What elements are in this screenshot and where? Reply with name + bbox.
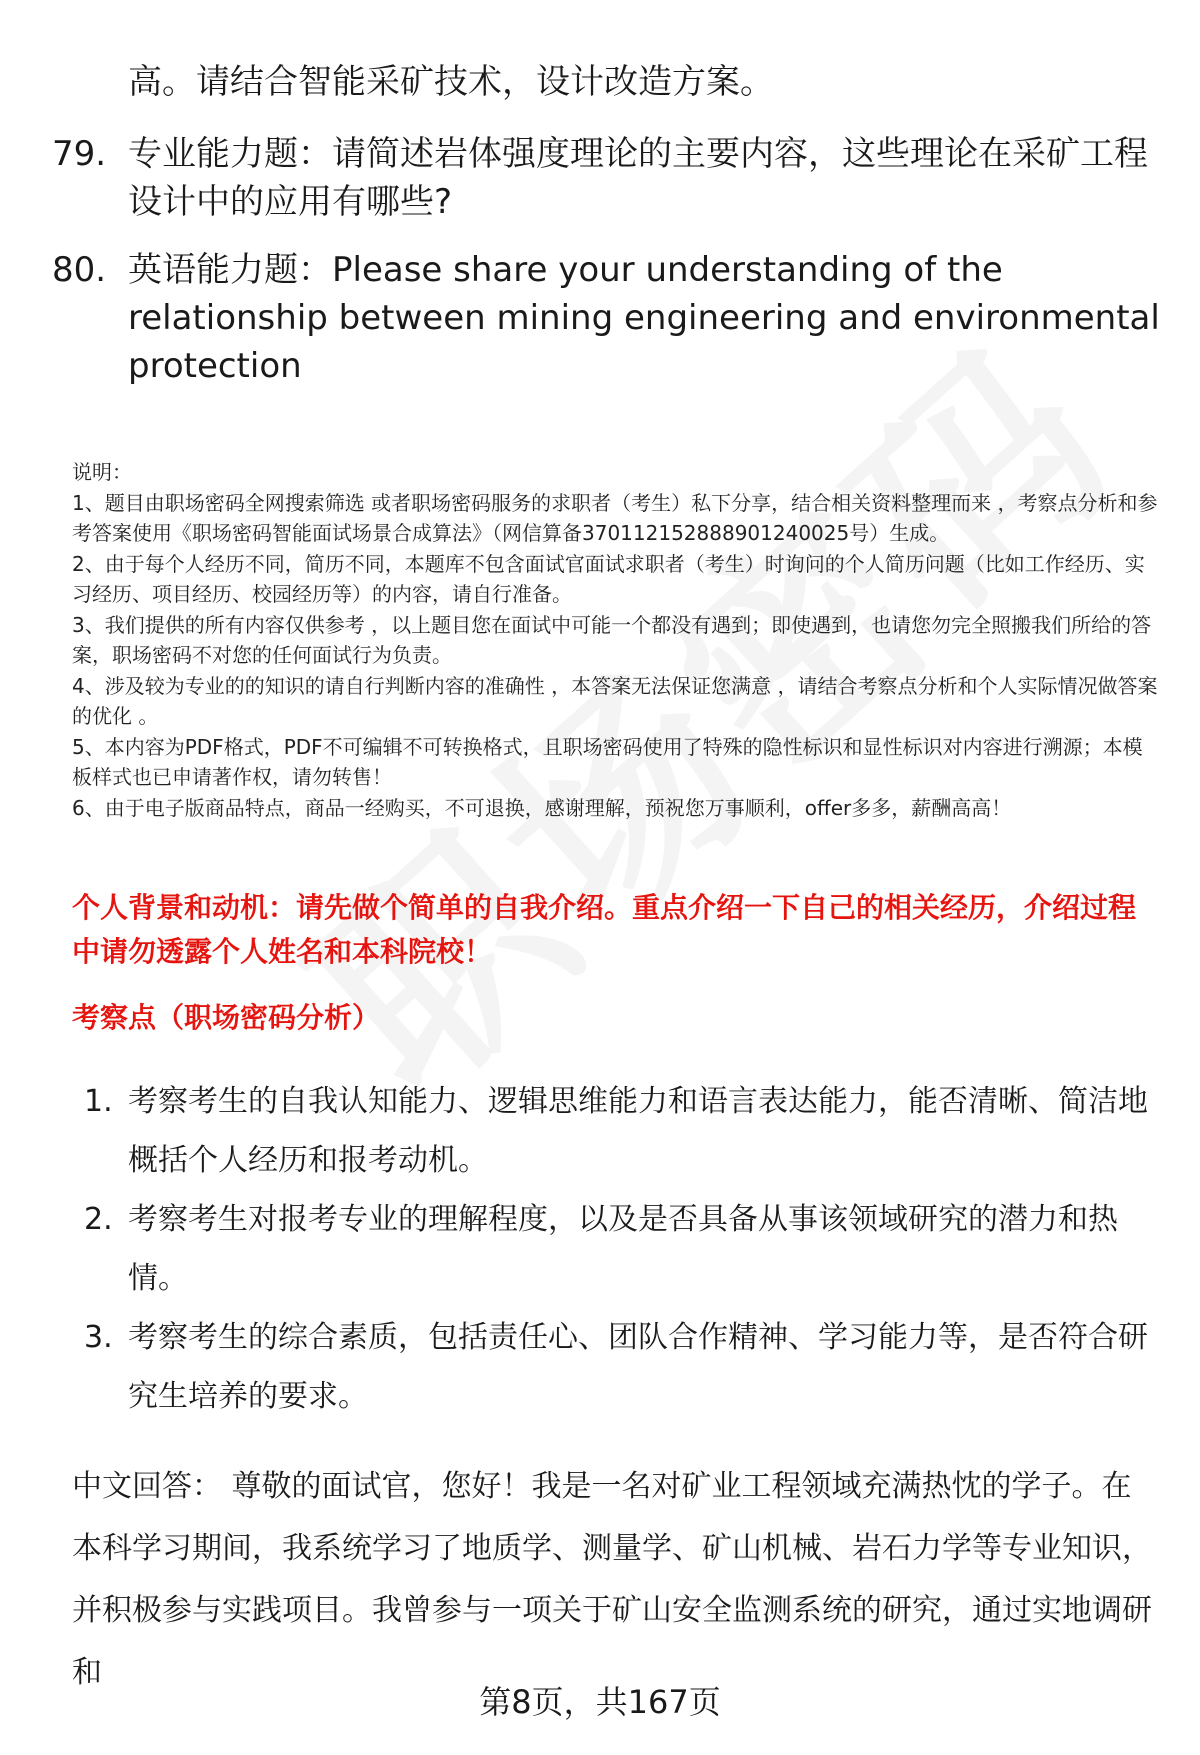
list-text: 考察考生对报考专业的理解程度，以及是否具备从事该领域研究的潜力和热情。 (128, 1202, 1118, 1296)
answer-text: 中文回答： 尊敬的面试官，您好！我是一名对矿业工程领域充满热忱的学子。在本科学习期间，我系统学习了地质学、测量学、矿山机械、岩石力学等专业知识，并积极参与实践项目。我曾参与一项关于矿山安全监测系统的研究，通过实地调研和 (72, 1469, 1152, 1690)
notes-block (72, 457, 1158, 823)
question-number: 79. (52, 134, 107, 174)
page-footer: 第8页，共167页 (479, 1683, 721, 1721)
list-item (84, 1190, 1164, 1308)
question-80 (52, 246, 1162, 390)
note-item: 2、由于每个人经历不同，简历不同，本题库不包含面试官面试求职者（考生）时询问的个人简历问题（比如工作经历、实习经历、项目经历、校园经历等）的内容，请自行准备。 (72, 551, 1145, 606)
question-text: 专业能力题：请简述岩体强度理论的主要内容，这些理论在采矿工程设计中的应用有哪些? (128, 134, 1148, 222)
question-number: 80. (52, 250, 107, 290)
question-text: 英语能力题：Please share your understanding of the relationship between mining engineering and environmental protection (128, 250, 1160, 386)
section-title: 个人背景和动机：请先做个简单的自我介绍。重点介绍一下自己的相关经历，介绍过程中请勿透露个人姓名和本科院校！ (72, 891, 1137, 968)
question-continuation: 高。请结合智能采矿技术，设计改造方案。 (128, 62, 774, 102)
question-79 (52, 130, 1162, 226)
list-number: 3. (84, 1320, 113, 1355)
note-item: 5、本内容为PDF格式，PDF不可编辑不可转换格式，且职场密码使用了特殊的隐性标识和显性标识对内容进行溯源；本模板样式也已申请著作权，请勿转售！ (72, 734, 1143, 789)
list-number: 2. (84, 1202, 113, 1237)
note-item: 1、题目由职场密码全网搜索筛选 或者职场密码服务的求职者（考生）私下分享，结合相关资料整理而来 ，考察点分析和参考答案使用《职场密码智能面试场景合成算法》（网信算备370112152888901240025号）生成。 (72, 490, 1158, 545)
list-item (84, 1308, 1164, 1426)
notes-heading: 说明： (72, 460, 132, 484)
analysis-list (84, 1072, 1164, 1426)
note-item: 6、由于电子版商品特点，商品一经购买，不可退换，感谢理解，预祝您万事顺利，offer多多，薪酬高高！ (72, 795, 1012, 820)
list-number: 1. (84, 1084, 113, 1119)
list-text: 考察考生的自我认知能力、逻辑思维能力和语言表达能力，能否清晰、简洁地概括个人经历和报考动机。 (128, 1084, 1148, 1178)
list-text: 考察考生的综合素质，包括责任心、团队合作精神、学习能力等，是否符合研究生培养的要求。 (128, 1320, 1148, 1414)
note-item: 3、我们提供的所有内容仅供参考 ，以上题目您在面试中可能一个都没有遇到；即使遇到，也请您勿完全照搬我们所给的答案，职场密码不对您的任何面试行为负责。 (72, 612, 1152, 667)
list-item (84, 1072, 1164, 1190)
analysis-title: 考察点（职场密码分析） (72, 1001, 381, 1034)
note-item: 4、涉及较为专业的的知识的请自行判断内容的准确性 ，本答案无法保证您满意 ，请结合考察点分析和个人实际情况做答案的优化 。 (72, 673, 1158, 728)
